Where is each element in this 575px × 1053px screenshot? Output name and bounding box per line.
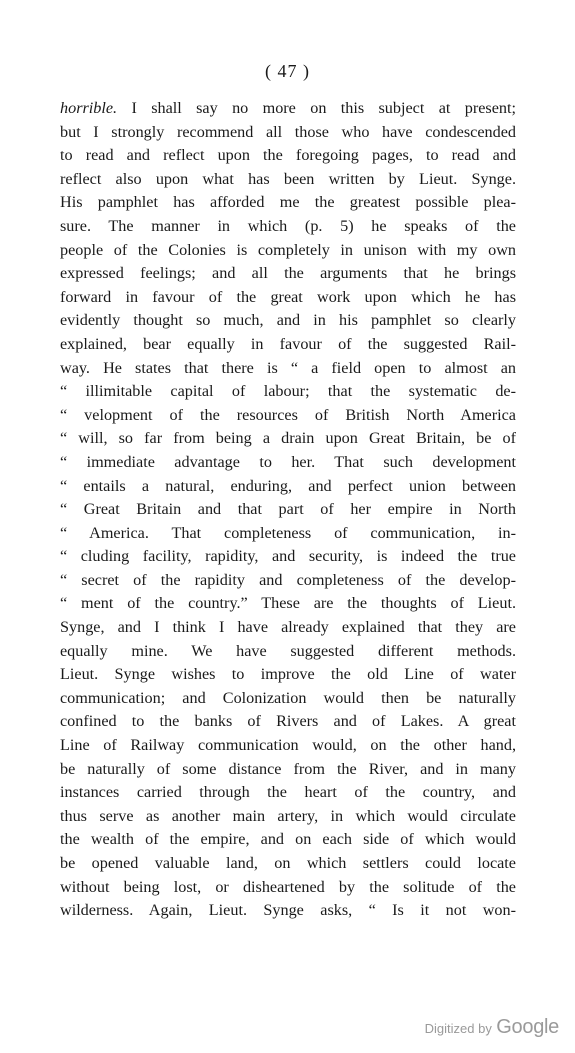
text-line: but I strongly recommend all those who have condescended [60,122,516,141]
digitized-watermark [425,1016,559,1039]
text-line: equally mine. We have suggested different methods. [60,641,516,660]
italic-word: horrible. [60,99,118,117]
text-line: be opened valuable land, on which settlers could locate [60,854,516,872]
text-line: without being lost, or disheartened by the solitude of the [60,877,516,896]
page-number: ( 47 ) [265,61,310,81]
text-line: “ cluding facility, rapidity, and security, is indeed the true [60,547,516,566]
text-line: to read and reflect upon the foregoing pages, to read and [60,146,516,165]
text-line: “ America. That completeness of communication, in- [60,523,516,542]
text-line: Synge, and I think I have already explained that they are [60,618,516,637]
text-line: confined to the banks of Rivers and of Lakes. A great [60,712,516,731]
text-line: “ ment of the country.” These are the thoughts of Lieut. [60,594,516,613]
text-line [60,97,516,121]
text-line: evidently thought so much, and in his pamphlet so clearly [60,311,516,330]
text-line: people of the Colonies is completely in unison with my own [60,240,516,259]
google-logo: Google [496,1016,559,1038]
text-line: expressed feelings; and all the arguments that he brings [60,264,516,283]
text-line: communication; and Colonization would then be naturally [60,688,516,707]
text-line: Lieut. Synge wishes to improve the old Line of water [60,665,516,684]
text-line: “ will, so far from being a drain upon Great Britain, be of [60,429,516,448]
text-line: “ velopment of the resources of British North America [60,405,516,424]
text-line: way. He states that there is “ a field open to almost an [60,358,516,377]
body-text [60,97,516,923]
line-rest: I shall say no more on this subject at present; [117,99,516,117]
text-line: “ illimitable capital of labour; that the systematic de- [60,382,516,401]
text-line: “ immediate advantage to her. That such development [60,452,516,471]
text-line: forward in favour of the great work upon which he has [60,287,516,306]
text-line: “ secret of the rapidity and completeness of the develop- [60,570,516,589]
text-line: be naturally of some distance from the River, and in many [60,759,516,778]
watermark-prefix: Digitized by [424,1021,492,1036]
text-line: thus serve as another main artery, in which would circulate [60,806,516,825]
text-line: sure. The manner in which (p. 5) he speaks of the [60,216,516,235]
text-line: “ Great Britain and that part of her empire in North [60,500,516,519]
text-line: “ entails a natural, enduring, and perfect union between [60,476,516,495]
text-line: His pamphlet has afforded me the greatest possible plea- [60,193,516,212]
text-line: explained, bear equally in favour of the suggested Rail- [60,334,516,353]
text-line: Line of Railway communication would, on the other hand, [60,736,516,755]
text-line: wilderness. Again, Lieut. Synge asks, “ Is it not won- [60,901,516,920]
text-line: instances carried through the heart of the country, and [60,783,516,802]
text-line: reflect also upon what has been written by Lieut. Synge. [60,169,516,188]
text-line: the wealth of the empire, and on each side of which would [60,830,516,849]
